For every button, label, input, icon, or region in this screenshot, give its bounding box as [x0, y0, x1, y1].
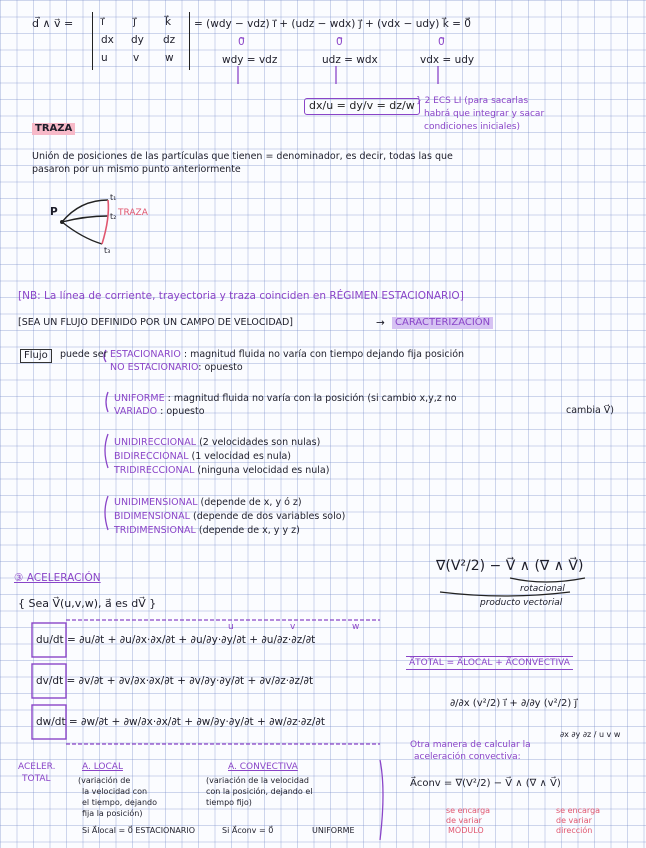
flow-prefix-2: puede ser — [60, 349, 108, 360]
accel-eq-u: du/dt = ∂u/∂t + ∂u/∂x·∂x/∂t + ∂u/∂y·∂y/∂t + ∂u/∂z·∂z/∂t — [36, 634, 316, 646]
right-n2a: se encarga — [556, 806, 601, 815]
right-n2c: dirección — [556, 826, 593, 835]
flow-item: BIDIMENSIONAL (depende de dos variables solo) — [114, 511, 346, 522]
flow-item: TRIDIRECCIONAL (ninguna velocidad es nula) — [114, 465, 330, 476]
accel-conv-label: A. CONVECTIVA — [228, 762, 298, 772]
accel-total-label-1: ACELER. — [18, 762, 56, 772]
accel-head: ③ ACELERACIÓN — [14, 572, 101, 584]
accel-local-desc-4: fija la posición) — [82, 809, 143, 818]
m-dz: dz — [163, 34, 176, 46]
m-w: w — [165, 52, 174, 64]
flow-item: TRIDIMENSIONAL (depende de x, y y z) — [114, 525, 300, 536]
accel-eq-w: dw/dt = ∂w/∂t + ∂w/∂x·∂x/∂t + ∂w/∂y·∂y/∂t + ∂w/∂z·∂z/∂t — [36, 716, 325, 728]
accel-conv-desc-1: (variación de la velocidad — [206, 776, 309, 785]
section-head-arrow: → — [376, 317, 385, 329]
flow-item: NO ESTACIONARIO: opuesto — [110, 362, 243, 373]
flow-item: BIDIRECCIONAL (1 velocidad es nula) — [114, 451, 291, 462]
vec-expr-prod: producto vectorial — [480, 598, 563, 608]
ratio-note-2: habrá que integrar y sacar — [424, 109, 545, 119]
traza-desc-1: Unión de posiciones de las partículas que tienen = denominador, es decir, todas las que — [32, 151, 453, 162]
accel-conv-desc-2: con la posición, dejando el — [206, 787, 313, 796]
ratio-note-3: condiciones iniciales) — [424, 122, 521, 132]
curl-zero-3: 0⃗ — [438, 36, 445, 48]
accel-local-desc-1: (variación de — [78, 776, 131, 785]
right-n1b: de variar — [446, 816, 482, 825]
curl-cond-1: wdy = vdz — [222, 54, 278, 66]
accel-conv-cond-2: UNIFORME — [312, 826, 355, 835]
m-k: k⃗ — [165, 16, 172, 28]
accel-local-label: A. LOCAL — [82, 762, 123, 772]
curl-rhs: = (wdy − vdz) i⃗ + (udz − wdx) j⃗ + (vdx − udy) k⃗ = 0⃗ — [194, 18, 471, 30]
curl-lhs: d⃗ ∧ v⃗ = — [32, 17, 74, 30]
accel-mark-u: u — [228, 622, 234, 632]
right-other-2: aceleración convectiva: — [414, 752, 521, 762]
accel-mark-v: v — [290, 622, 296, 632]
flow-item: cambia V⃗) — [566, 405, 615, 416]
curl-cond-3: vdx = udy — [420, 54, 475, 66]
m-dy: dy — [131, 34, 144, 46]
m-i: i⃗ — [101, 16, 104, 28]
right-partial: ∂/∂x (v²/2) i⃗ + ∂/∂y (v²/2) j⃗ — [450, 698, 578, 709]
m-v: v — [133, 52, 140, 64]
curl-cond-2: udz = wdx — [322, 54, 378, 66]
vec-expr-rot: rotacional — [520, 584, 565, 594]
traza-p: P — [50, 206, 58, 218]
flow-item: ESTACIONARIO : magnitud fluida no varía con tiempo dejando fija posición — [110, 349, 465, 360]
traza-desc-2: pasaron por un mismo punto anteriormente — [32, 164, 241, 175]
m-j: j⃗ — [133, 16, 136, 28]
traza-t3: t₃ — [104, 246, 111, 255]
accel-total-label-2: TOTAL — [22, 774, 51, 784]
accel-conv-cond: Si A⃗conv = 0⃗ — [222, 826, 274, 835]
accel-conv-desc-3: tiempo fijo) — [206, 798, 252, 807]
accel-given: { Sea V⃗(u,v,w), a⃗ es dV⃗ } — [18, 597, 157, 610]
ratio-equation: dx/u = dy/v = dz/w — [304, 98, 420, 115]
accel-local-desc-2: la velocidad con — [82, 787, 148, 796]
traza-t1: t₁ — [110, 193, 117, 202]
right-sup: ∂x ∂y ∂z / u v w — [560, 730, 621, 739]
right-other-1: Otra manera de calcular la — [410, 740, 531, 750]
right-n1c: MÓDULO — [448, 826, 484, 835]
section-head-box: [SEA UN FLUJO DEFINIDO POR UN CAMPO DE VELOCIDAD] — [18, 317, 294, 328]
flow-item: UNIDIMENSIONAL (depende de x, y ó z) — [114, 497, 302, 508]
note-box: [NB: La línea de corriente, trayectoria y traza coinciden en RÉGIMEN ESTACIONARIO] — [18, 290, 464, 302]
flow-item: VARIADO : opuesto — [114, 406, 205, 417]
vec-expr-main: ∇(V²/2) − V⃗ ∧ (∇ ∧ V⃗) — [436, 558, 584, 574]
traza-label: TRAZA — [32, 123, 75, 135]
flow-item: UNIFORME : magnitud fluida no varía con la posición (si cambio x,y,z no — [114, 393, 457, 404]
accel-local-cond: Si A⃗local = 0⃗ ESTACIONARIO — [82, 826, 196, 835]
right-n2b: de variar — [556, 816, 592, 825]
curl-zero-2: 0⃗ — [336, 36, 343, 48]
right-aconv: A⃗conv = ∇(V²/2) − V⃗ ∧ (∇ ∧ V⃗) — [410, 778, 561, 789]
traza-curve-label: TRAZA — [118, 208, 148, 218]
curl-zero-1: 0⃗ — [238, 36, 245, 48]
accel-mark-w: w — [352, 622, 360, 632]
ratio-note-1: } 2 ECS LI (para sacarlas — [416, 96, 529, 106]
section-head-right: CARACTERIZACIÓN — [392, 317, 493, 329]
m-dx: dx — [101, 34, 114, 46]
flow-item: UNIDIRECCIONAL (2 velocidades son nulas) — [114, 437, 321, 448]
accel-local-desc-3: el tiempo, dejando — [82, 798, 157, 807]
accel-eq-v: dv/dt = ∂v/∂t + ∂v/∂x·∂x/∂t + ∂v/∂y·∂y/∂t + ∂v/∂z·∂z/∂t — [36, 675, 314, 687]
m-u: u — [101, 52, 108, 64]
right-n1a: se encarga — [446, 806, 491, 815]
traza-t2: t₂ — [110, 212, 117, 221]
right-total-box: A⃗TOTAL = A⃗LOCAL + A⃗CONVECTIVA — [406, 656, 573, 670]
flow-prefix: Flujo — [20, 349, 52, 363]
